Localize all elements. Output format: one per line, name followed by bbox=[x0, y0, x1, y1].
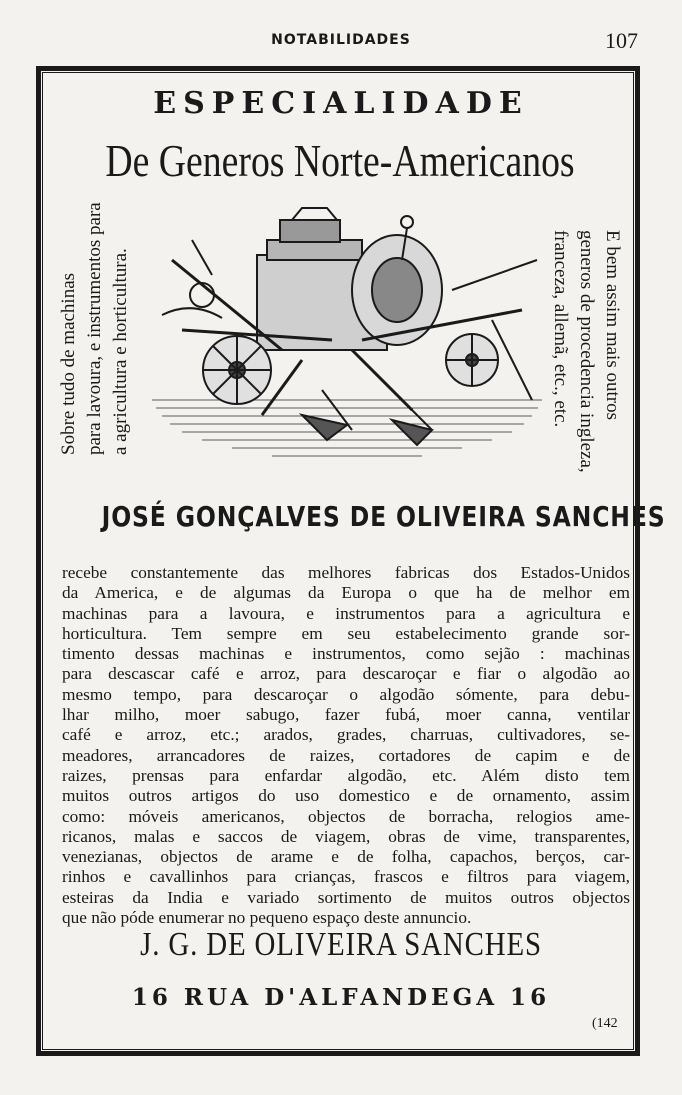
body-line: ricanos, malas e saccos de viagem, obras de vime, transparentes, bbox=[62, 826, 630, 846]
left-text-line: Sobre tudo de machinas bbox=[58, 272, 79, 455]
body-line: meadores, arrancadores de raizes, cortadores de capim e de bbox=[62, 745, 630, 765]
left-text-line: a agricultura e horticultura. bbox=[110, 248, 131, 455]
body-line: machinas para a lavoura, e instrumentos para a agricultura e bbox=[62, 603, 630, 623]
body-line: da America, e de algumas da Europa o que ha de melhor em bbox=[62, 583, 630, 603]
body-line: como: móveis americanos, objectos de borracha, relogios ame- bbox=[62, 806, 630, 826]
machinery-illustration bbox=[152, 200, 542, 470]
body-line: café e arroz, etc.; arados, grades, charruas, cultivadores, se- bbox=[62, 725, 630, 745]
page-number: 107 bbox=[605, 28, 638, 53]
left-text-line: para lavoura, e instrumentos para bbox=[84, 202, 105, 455]
body-line: mesmo tempo, para descaroçar o algodão sómente, para debu- bbox=[62, 684, 630, 704]
body-line: timento dessas machinas e instrumentos, como sejão : machinas bbox=[62, 644, 630, 664]
merchant-name: JOSÉ GONÇALVES DE OLIVEIRA SANCHES bbox=[101, 500, 666, 533]
body-line: raizes, prensas para enfardar algodão, etc. Além disto tem bbox=[62, 765, 630, 785]
right-text-line: generos de procedencia ingleza, bbox=[576, 230, 597, 473]
body-line: para descascar café e arroz, para descaroçar e fiar o algodão ao bbox=[62, 664, 630, 684]
body-line: rinhos e cavallinhos para crianças, frascos e filtros para viagem, bbox=[62, 867, 630, 887]
body-line: venezianas, objectos de arame e de folha, capachos, berços, car- bbox=[62, 847, 630, 867]
body-line: recebe constantemente das melhores fabricas dos Estados-Unidos bbox=[62, 563, 630, 582]
right-text-line: E bem assim mais outros bbox=[602, 230, 623, 420]
body-line: lhar milho, moer sabugo, fazer fubá, moer canna, ventilar bbox=[62, 705, 630, 725]
subtitle: De Generos Norte-Americanos bbox=[105, 135, 575, 186]
running-title: NOTABILIDADES bbox=[271, 32, 411, 48]
body-line: muitos outros artigos do uso domestico e de ornamento, assim bbox=[62, 786, 630, 806]
specialty-heading: ESPECIALIDADE bbox=[153, 86, 529, 121]
right-vertical-text bbox=[547, 230, 625, 473]
right-text-line: franceza, allemã, etc., etc. bbox=[550, 230, 571, 428]
reference-number: (142 bbox=[592, 1016, 618, 1031]
signature: J. G. DE OLIVEIRA SANCHES bbox=[140, 926, 542, 963]
advertisement-body bbox=[62, 563, 630, 928]
left-vertical-text bbox=[56, 35, 134, 455]
body-line: que não póde enumerar no pequeno espaço deste annuncio. bbox=[62, 908, 472, 928]
body-line: horticultura. Tem sempre em seu estabelecimento grande sor- bbox=[62, 623, 630, 643]
body-line: esteiras da India e variado sortimento de muitos outros objectos bbox=[62, 887, 630, 907]
address: 16 RUA D'ALFANDEGA 16 bbox=[131, 984, 551, 1011]
